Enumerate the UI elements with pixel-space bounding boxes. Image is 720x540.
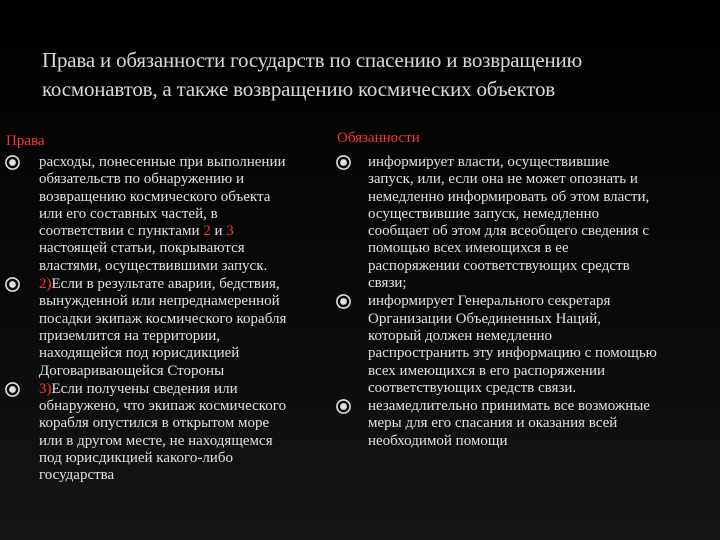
- text-line: [39, 223, 344, 240]
- text-fragment: Если получены сведения или: [51, 380, 238, 397]
- text-line: расходы, понесенные при выполнении: [39, 154, 286, 170]
- title-line-1: Права и обязанности государств по спасению и возвращению: [42, 48, 583, 72]
- text-line: корабля опустился в открытом море: [39, 415, 270, 432]
- text-line: соответствующих средств связи.: [368, 379, 577, 396]
- reference-number: 2: [203, 223, 211, 240]
- title-line-2: космонавтов, а также возвращению космических объектов: [42, 77, 555, 101]
- text-line: приземлится на территории,: [39, 327, 221, 344]
- text-line: [39, 381, 344, 398]
- text-line: необходимой помощи: [368, 432, 508, 449]
- text-line: обязательств по обнаружению и: [39, 171, 244, 188]
- text-line: или его составных частей, в: [39, 205, 218, 222]
- text-line: или в другом месте, не находящемся: [39, 432, 273, 449]
- duties-column: [335, 154, 715, 450]
- circle-bullet-icon: [335, 398, 352, 415]
- text-line: государства: [39, 467, 115, 484]
- text-fragment: Если в результате аварии, бедствия,: [51, 276, 280, 293]
- reference-number: 3): [39, 380, 52, 397]
- text-fragment: и: [210, 223, 227, 240]
- rights-item-3: [4, 381, 344, 485]
- text-line: настоящей статьи, покрываются: [39, 240, 245, 257]
- text-line: осуществившие запуск, немедленно: [368, 205, 600, 222]
- text-line: всех имеющихся в его распоряжении: [368, 362, 606, 379]
- text-line: находящейся под юрисдикцией: [39, 345, 240, 362]
- text-line: распространить эту информацию с помощью: [368, 345, 657, 362]
- slide-title: [42, 46, 702, 104]
- rights-heading: Права: [6, 133, 45, 149]
- text-line: незамедлительно принимать все возможные: [368, 398, 650, 415]
- circle-bullet-icon: [335, 293, 352, 310]
- text-line: посадки экипаж космического корабля: [39, 310, 287, 327]
- text-line: запуск, или, если она не может опознать и: [368, 171, 638, 188]
- text-line: информирует власти, осуществившие: [368, 154, 610, 170]
- text-line: возвращению космического объекта: [39, 188, 271, 205]
- duties-item-2: [335, 293, 715, 397]
- text-fragment: соответствии с пунктами: [39, 223, 204, 240]
- text-line: вынужденной или непреднамеренной: [39, 293, 280, 310]
- reference-number: 2): [39, 276, 52, 293]
- duties-item-3: [335, 398, 715, 450]
- text-line: сообщает об этом для всеобщего сведения с: [368, 223, 649, 240]
- text-line: властями, осуществившими запуск.: [39, 257, 268, 274]
- text-line: который должен немедленно: [368, 327, 553, 344]
- rights-item-2: [4, 276, 344, 380]
- circle-bullet-icon: [4, 154, 21, 171]
- text-line: связи;: [368, 275, 407, 292]
- text-line: информирует Генерального секретаря: [368, 293, 611, 310]
- text-line: распоряжении соответствующих средств: [368, 257, 630, 274]
- text-line: Договаривающейся Стороны: [39, 362, 225, 379]
- circle-bullet-icon: [4, 381, 21, 398]
- text-line: обнаружено, что экипаж космического: [39, 398, 287, 415]
- rights-column: [4, 154, 344, 485]
- reference-number: 3: [226, 223, 234, 240]
- text-line: Организации Объединенных Наций,: [368, 310, 601, 327]
- text-line: помощью всех имеющихся в ее: [368, 240, 569, 257]
- circle-bullet-icon: [335, 154, 352, 171]
- duties-heading: Обязанности: [337, 130, 420, 146]
- text-line: [39, 276, 344, 293]
- circle-bullet-icon: [4, 276, 21, 293]
- duties-item-1: [335, 154, 715, 292]
- rights-item-1: [4, 154, 344, 275]
- text-line: меры для его спасания и оказания всей: [368, 415, 618, 432]
- text-line: под юрисдикцией какого-либо: [39, 450, 233, 467]
- text-line: немедленно информировать об этом власти,: [368, 188, 650, 205]
